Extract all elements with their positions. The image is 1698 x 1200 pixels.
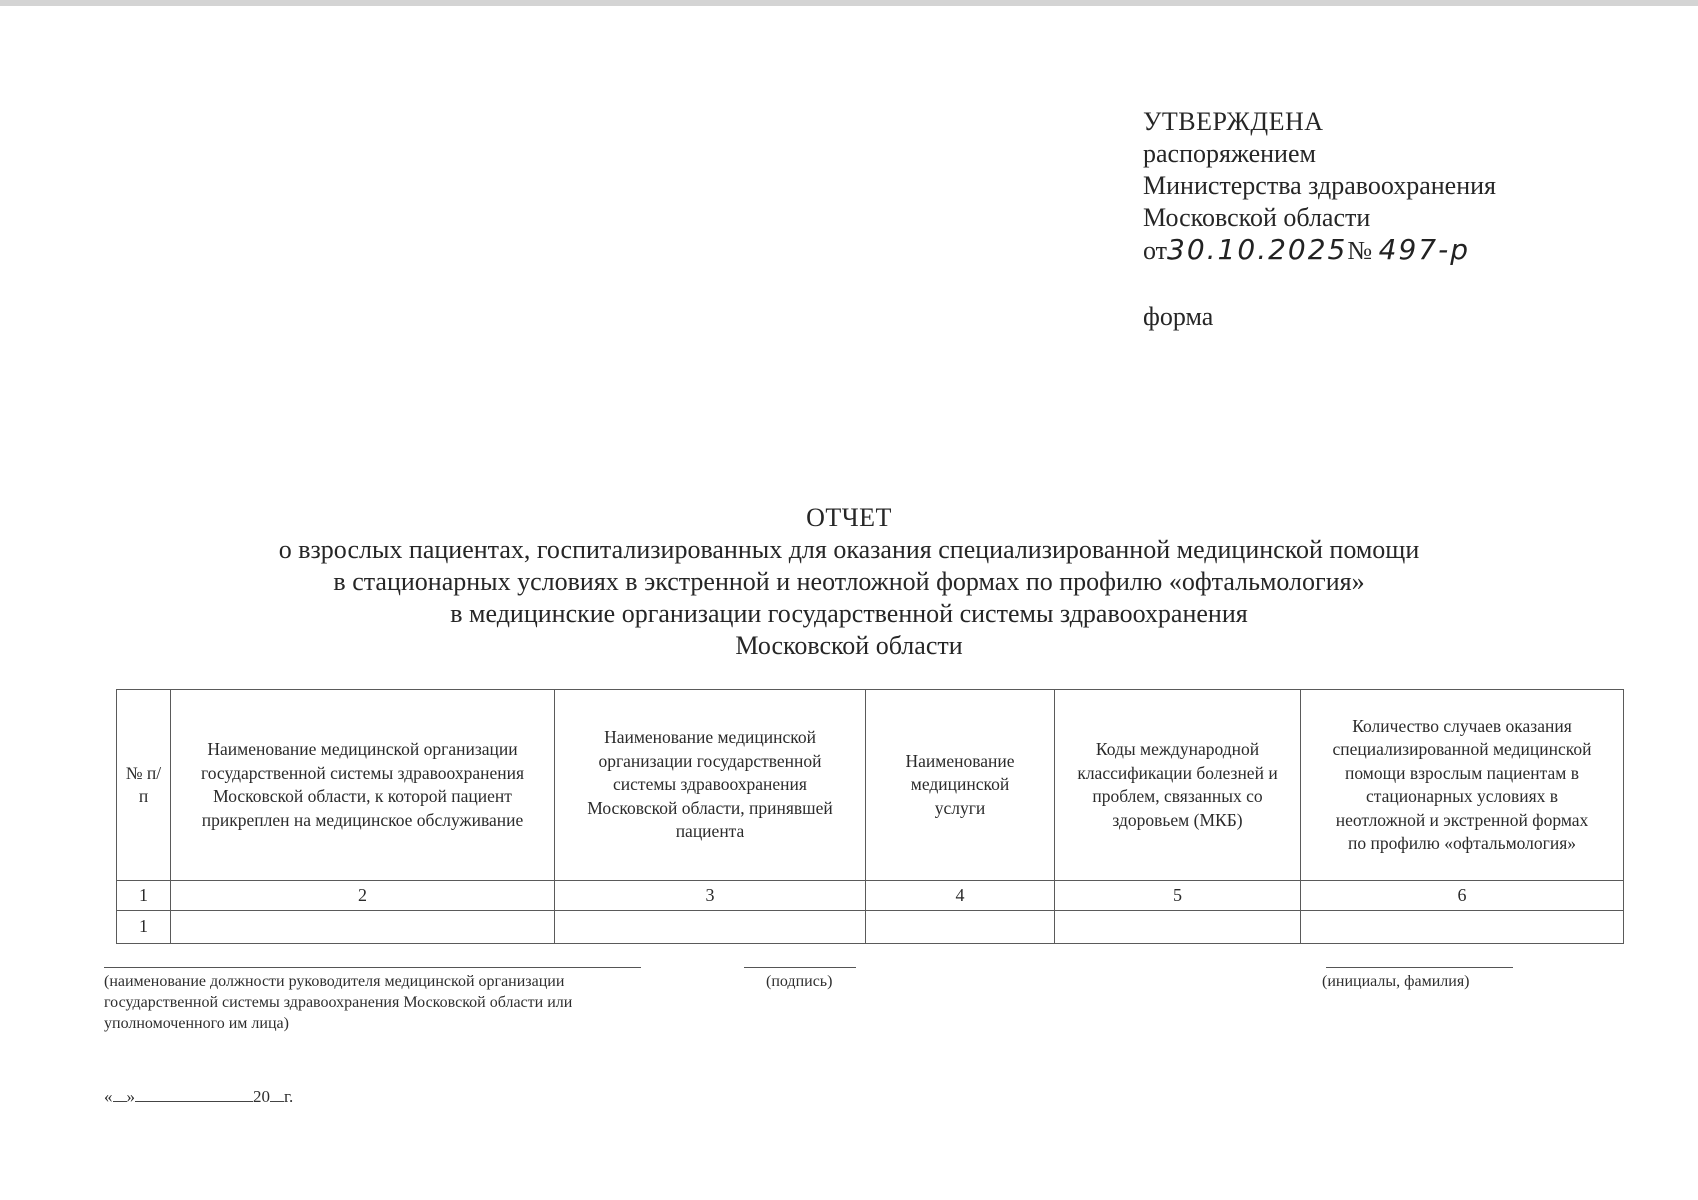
row-number-cell: 1	[117, 911, 171, 944]
report-subtitle-line-4: Московской области	[735, 631, 963, 660]
column-number-cell: 1	[117, 881, 171, 911]
table-cell[interactable]	[1301, 911, 1624, 944]
table-cell[interactable]	[1055, 911, 1301, 944]
table-cell[interactable]	[866, 911, 1055, 944]
approval-title: УТВЕРЖДЕНА	[1143, 107, 1324, 136]
table-header-row	[117, 690, 1624, 881]
column-number-cell: 5	[1055, 881, 1301, 911]
name-caption: (инициалы, фамилия)	[1322, 973, 1470, 990]
approval-order-line	[1143, 234, 1496, 267]
year-blank[interactable]	[270, 1085, 284, 1102]
header-cell-case-count: Количество случаев оказания специализированной медицинской помощи взрослым пациентам в стационарных условиях в неотложной и экстренной формах по профилю «офтальмология»	[1301, 690, 1624, 881]
report-table	[116, 689, 1624, 944]
signature-caption: (подпись)	[766, 973, 833, 990]
column-number-cell: 4	[866, 881, 1055, 911]
month-blank[interactable]	[135, 1085, 253, 1102]
handwritten-date: 30.10.2025	[1167, 233, 1348, 266]
header-cell-number: № п/п	[117, 690, 171, 881]
approval-line-3: Московской области	[1143, 203, 1371, 232]
report-subtitle-line-1: о взрослых пациентах, госпитализированных для оказания специализированной медицинской помощи	[278, 535, 1420, 564]
approval-stamp	[1143, 106, 1496, 333]
table-cell[interactable]	[171, 911, 555, 944]
form-label: форма	[1143, 302, 1214, 331]
day-blank[interactable]	[113, 1085, 127, 1102]
header-cell-medical-service: Наименование медицинской услуги	[866, 690, 1055, 881]
column-number-cell: 6	[1301, 881, 1624, 911]
position-signature-line	[104, 967, 641, 968]
page-top-edge	[0, 0, 1698, 6]
approval-line-1: распоряжением	[1143, 139, 1316, 168]
column-number-row	[117, 881, 1624, 911]
table-row	[117, 911, 1624, 944]
date-prefix: от	[1143, 236, 1168, 265]
name-signature-line	[1326, 967, 1513, 968]
report-heading	[0, 502, 1698, 662]
approval-line-2: Министерства здравоохранения	[1143, 171, 1496, 200]
position-caption: (наименование должности руководителя медицинской организации государственной системы здравоохранения Московской области или уполномоченного им лица)	[104, 973, 573, 1032]
header-cell-icd-codes: Коды международной классификации болезней и проблем, связанных со здоровьем (МКБ)	[1055, 690, 1301, 881]
column-number-cell: 3	[555, 881, 866, 911]
report-subtitle-line-3: в медицинские организации государственной системы здравоохранения	[450, 599, 1248, 628]
date-line: « » 20 г.	[104, 1087, 294, 1106]
report-subtitle-line-2: в стационарных условиях в экстренной и неотложной формах по профилю «офтальмология»	[333, 567, 1365, 596]
number-sign: №	[1347, 236, 1373, 265]
signature-line	[744, 967, 856, 968]
header-cell-attached-organization: Наименование медицинской организации государственной системы здравоохранения Московской области, к которой пациент прикреплен на медицинское обслуживание	[171, 690, 555, 881]
table-cell[interactable]	[555, 911, 866, 944]
report-title: ОТЧЕТ	[806, 503, 892, 532]
handwritten-number: 497-р	[1378, 233, 1470, 266]
header-cell-receiving-organization: Наименование медицинской организации государственной системы здравоохранения Московской области, принявшей пациента	[555, 690, 866, 881]
column-number-cell: 2	[171, 881, 555, 911]
